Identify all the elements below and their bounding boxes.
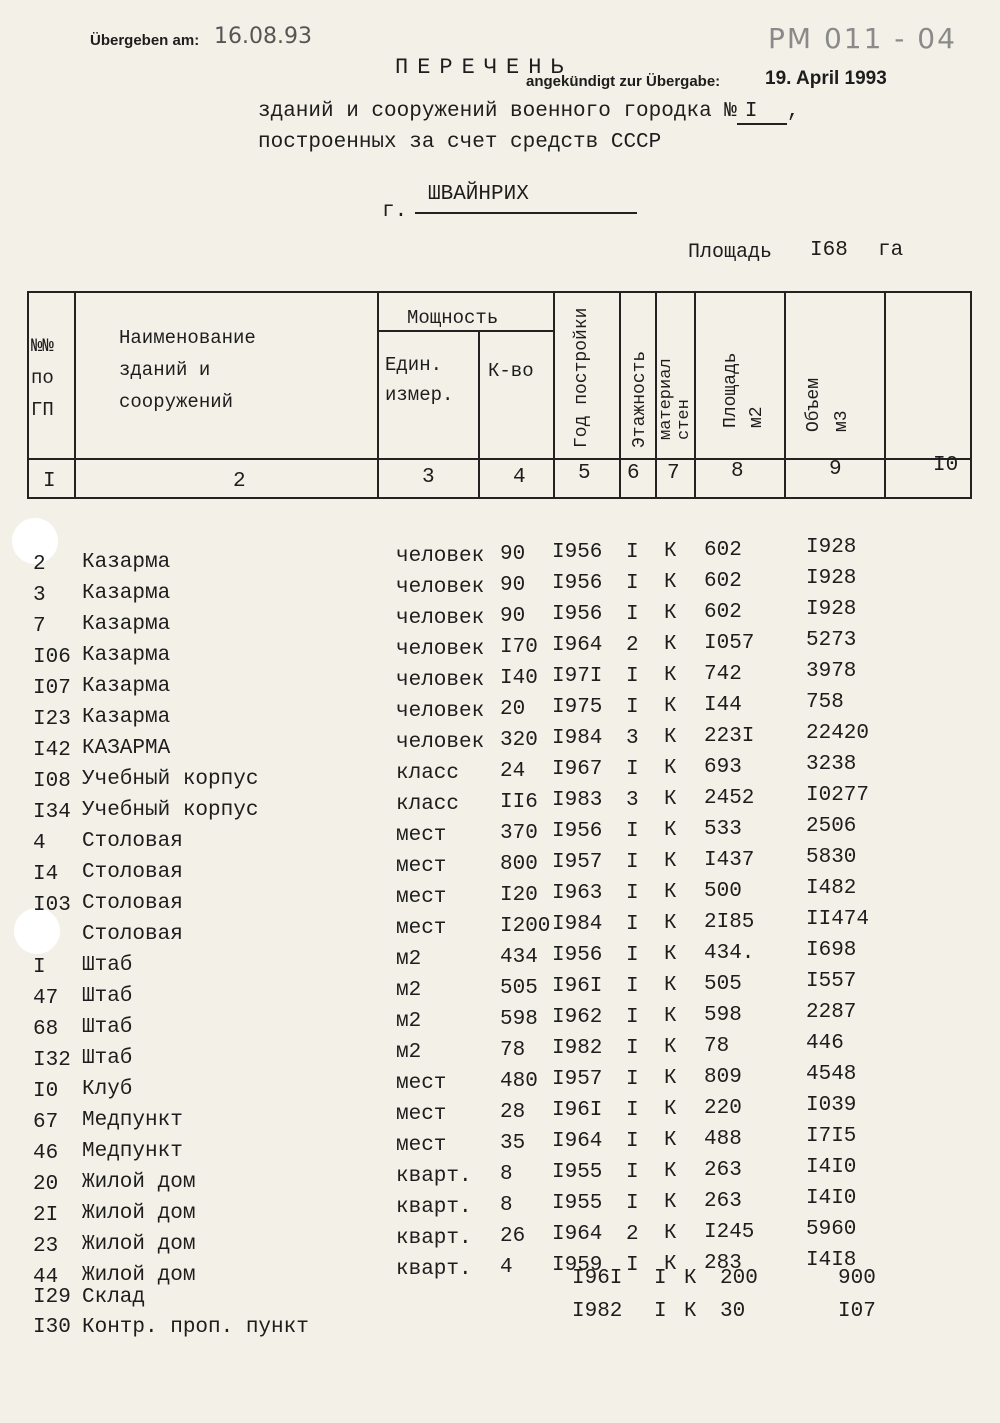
- row-year: I957: [552, 1068, 603, 1091]
- row-name: Штаб: [82, 1016, 133, 1039]
- row-area: 223I: [704, 725, 755, 748]
- row-area: 598: [704, 1004, 742, 1027]
- row-quantity: 598: [500, 1008, 538, 1031]
- row-material: К: [664, 1129, 677, 1152]
- row-floors: 2: [626, 634, 639, 657]
- unit-header: Един. измер.: [385, 354, 454, 406]
- archive-code: PM 011 - 04: [768, 22, 957, 55]
- row-area: 200: [720, 1267, 758, 1290]
- row-material: К: [664, 757, 677, 780]
- row-year: I982: [552, 1037, 603, 1060]
- year-header: Год постройки: [572, 307, 592, 448]
- row-area: 602: [704, 601, 742, 624]
- row-floors: 3: [626, 789, 639, 812]
- row-unit: мест: [396, 824, 447, 847]
- row-year: I975: [552, 696, 603, 719]
- material-header: материал стен: [657, 358, 694, 440]
- volume-header: Объем м3: [804, 377, 852, 432]
- column-number: 3: [422, 466, 435, 489]
- city-name: ШВАЙНРИХ: [428, 183, 529, 206]
- row-material: К: [664, 1253, 677, 1276]
- row-quantity: 26: [500, 1225, 526, 1248]
- city-underline: [415, 212, 637, 214]
- row-quantity: 35: [500, 1132, 526, 1155]
- row-year: I955: [552, 1161, 603, 1184]
- row-quantity: 28: [500, 1101, 526, 1124]
- row-material: К: [664, 1005, 677, 1028]
- row-area: 78: [704, 1035, 730, 1058]
- column-number: 5: [578, 462, 591, 485]
- row-area: 742: [704, 663, 742, 686]
- row-year: I956: [552, 944, 603, 967]
- row-area: 488: [704, 1128, 742, 1151]
- row-floors: I: [626, 1068, 639, 1091]
- row-volume: 2506: [806, 815, 857, 838]
- row-name: Казарма: [82, 706, 171, 729]
- row-quantity: 90: [500, 605, 526, 628]
- row-quantity: I70: [500, 636, 538, 659]
- row-number: I08: [33, 770, 71, 793]
- row-area: 602: [704, 539, 742, 562]
- row-unit: кварт.: [396, 1258, 472, 1281]
- row-material: К: [664, 881, 677, 904]
- row-name: Склад: [82, 1286, 146, 1309]
- row-number: I06: [33, 646, 71, 669]
- row-area: I437: [704, 849, 755, 872]
- row-volume: I039: [806, 1094, 857, 1117]
- row-volume: I482: [806, 877, 857, 900]
- row-year: I963: [552, 882, 603, 905]
- row-quantity: 24: [500, 760, 526, 783]
- row-name: Казарма: [82, 675, 171, 698]
- row-year: I964: [552, 1130, 603, 1153]
- column-number: I: [43, 470, 56, 493]
- row-volume: 4548: [806, 1063, 857, 1086]
- row-area: 2I85: [704, 911, 755, 934]
- row-volume: I698: [806, 939, 857, 962]
- city-prefix: г.: [382, 200, 408, 223]
- row-material: К: [664, 1160, 677, 1183]
- row-name: Казарма: [82, 551, 171, 574]
- row-material: К: [664, 912, 677, 935]
- area-label: Площадь: [688, 241, 773, 264]
- column-number: 9: [829, 458, 842, 481]
- row-year: I956: [552, 541, 603, 564]
- row-number: 4: [33, 832, 46, 855]
- row-quantity: 320: [500, 729, 538, 752]
- row-unit: мест: [396, 1072, 447, 1095]
- row-year: I96I: [552, 975, 603, 998]
- row-area: I44: [704, 694, 742, 717]
- row-quantity: 480: [500, 1070, 538, 1093]
- row-area: 263: [704, 1159, 742, 1182]
- row-floors: I: [654, 1267, 667, 1290]
- row-quantity: 20: [500, 698, 526, 721]
- row-name: Жилой дом: [82, 1171, 196, 1194]
- row-floors: I: [654, 1300, 667, 1323]
- row-year: I955: [552, 1192, 603, 1215]
- row-floors: I: [626, 851, 639, 874]
- row-material: К: [664, 943, 677, 966]
- row-volume: 5830: [806, 846, 857, 869]
- row-unit: мест: [396, 886, 447, 909]
- row-floors: I: [626, 1161, 639, 1184]
- row-name: Жилой дом: [82, 1202, 196, 1225]
- row-number: I30: [33, 1316, 71, 1339]
- row-year: I984: [552, 913, 603, 936]
- area-value: I68: [810, 239, 848, 262]
- row-unit: мест: [396, 1103, 447, 1126]
- row-year: I956: [552, 820, 603, 843]
- row-unit: человек: [396, 545, 485, 568]
- handed-over-label: Übergeben am:: [90, 32, 200, 49]
- column-number: I0: [933, 454, 959, 477]
- row-material: К: [664, 850, 677, 873]
- row-year: I96I: [552, 1099, 603, 1122]
- row-number: I34: [33, 801, 71, 824]
- row-volume: 3238: [806, 753, 857, 776]
- row-material: К: [664, 664, 677, 687]
- row-floors: I: [626, 572, 639, 595]
- row-quantity: 800: [500, 853, 538, 876]
- row-name: Казарма: [82, 644, 171, 667]
- row-material: К: [664, 571, 677, 594]
- row-year: I957: [552, 851, 603, 874]
- row-number: 2: [33, 553, 46, 576]
- row-area: 2452: [704, 787, 755, 810]
- row-volume: 900: [838, 1267, 876, 1290]
- row-unit: м2: [396, 1010, 422, 1033]
- row-name: Жилой дом: [82, 1264, 196, 1287]
- row-name: Учебный корпус: [82, 768, 259, 791]
- row-year: I984: [552, 727, 603, 750]
- title-line-2: построенных за счет средств СССР: [258, 131, 662, 154]
- row-volume: I7I5: [806, 1125, 857, 1148]
- row-quantity: 90: [500, 543, 526, 566]
- row-area: 693: [704, 756, 742, 779]
- quantity-header: К-во: [488, 360, 534, 382]
- row-name: Клуб: [82, 1078, 133, 1101]
- row-name: Казарма: [82, 613, 171, 636]
- row-material: К: [664, 974, 677, 997]
- row-floors: 2: [626, 1223, 639, 1246]
- row-name: Контр. проп. пункт: [82, 1316, 309, 1339]
- row-year: I956: [552, 603, 603, 626]
- row-area: 533: [704, 818, 742, 841]
- row-number: 2I: [33, 1204, 59, 1227]
- row-number: I: [33, 956, 46, 979]
- row-name: Столовая: [82, 861, 183, 884]
- row-material: К: [664, 1222, 677, 1245]
- row-volume: 446: [806, 1032, 844, 1055]
- row-material: К: [664, 695, 677, 718]
- row-year: I959: [552, 1254, 603, 1277]
- row-material: К: [664, 633, 677, 656]
- row-unit: класс: [396, 793, 460, 816]
- row-number: I42: [33, 739, 71, 762]
- row-number: I0: [33, 1080, 59, 1103]
- column-name-header: Наименование зданий и сооружений: [119, 327, 256, 413]
- row-quantity: 78: [500, 1039, 526, 1062]
- row-floors: I: [626, 1037, 639, 1060]
- row-quantity: 8: [500, 1194, 513, 1217]
- row-unit: м2: [396, 948, 422, 971]
- column-number-header: №№ по ГП: [31, 335, 54, 421]
- row-volume: I928: [806, 598, 857, 621]
- row-number: 3: [33, 584, 46, 607]
- row-area: 220: [704, 1097, 742, 1120]
- row-material: К: [664, 540, 677, 563]
- row-number: I32: [33, 1049, 71, 1072]
- row-name: Медпункт: [82, 1109, 183, 1132]
- row-floors: 3: [626, 727, 639, 750]
- row-number: 46: [33, 1142, 59, 1165]
- row-material: К: [664, 1067, 677, 1090]
- row-unit: человек: [396, 731, 485, 754]
- row-quantity: 90: [500, 574, 526, 597]
- row-area: 809: [704, 1066, 742, 1089]
- row-unit: человек: [396, 607, 485, 630]
- column-number: 4: [513, 466, 526, 489]
- row-volume: 3978: [806, 660, 857, 683]
- row-floors: I: [626, 882, 639, 905]
- row-floors: I: [626, 1192, 639, 1215]
- row-area: 30: [720, 1300, 746, 1323]
- row-name: Столовая: [82, 892, 183, 915]
- row-material: К: [664, 1036, 677, 1059]
- row-year: I964: [552, 1223, 603, 1246]
- row-volume: 5273: [806, 629, 857, 652]
- row-quantity: 505: [500, 977, 538, 1000]
- row-name: Штаб: [82, 985, 133, 1008]
- row-material: К: [684, 1300, 697, 1323]
- row-unit: кварт.: [396, 1196, 472, 1219]
- row-area: 434.: [704, 942, 755, 965]
- row-material: К: [664, 726, 677, 749]
- town-number: I: [737, 100, 787, 125]
- row-volume: 2287: [806, 1001, 857, 1024]
- row-quantity: II6: [500, 791, 538, 814]
- row-quantity: 434: [500, 946, 538, 969]
- row-year: I983: [552, 789, 603, 812]
- handed-over-date: 16.08.93: [214, 24, 312, 49]
- row-floors: I: [626, 1254, 639, 1277]
- row-name: Штаб: [82, 954, 133, 977]
- row-year: I956: [552, 572, 603, 595]
- row-unit: м2: [396, 1041, 422, 1064]
- row-number: 7: [33, 615, 46, 638]
- row-unit: м2: [396, 979, 422, 1002]
- title-line-1: [258, 100, 800, 125]
- area-header: Площадь м2: [721, 352, 767, 428]
- row-name: Штаб: [82, 1047, 133, 1070]
- column-number: 7: [667, 462, 680, 485]
- row-quantity: 8: [500, 1163, 513, 1186]
- row-year: I97I: [552, 665, 603, 688]
- row-volume: 5960: [806, 1218, 857, 1241]
- row-quantity: I40: [500, 667, 538, 690]
- row-unit: человек: [396, 638, 485, 661]
- row-name: Столовая: [82, 923, 183, 946]
- row-volume: I07: [838, 1300, 876, 1323]
- row-number: 20: [33, 1173, 59, 1196]
- row-volume: I4I0: [806, 1187, 857, 1210]
- row-area: 505: [704, 973, 742, 996]
- row-number: I07: [33, 677, 71, 700]
- row-floors: I: [626, 975, 639, 998]
- row-floors: I: [626, 1006, 639, 1029]
- row-name: Жилой дом: [82, 1233, 196, 1256]
- row-volume: I557: [806, 970, 857, 993]
- row-floors: I: [626, 913, 639, 936]
- row-unit: мест: [396, 855, 447, 878]
- row-number: 47: [33, 987, 59, 1010]
- row-volume: 758: [806, 691, 844, 714]
- row-number: I03: [33, 894, 71, 917]
- row-floors: I: [626, 1099, 639, 1122]
- row-volume: I928: [806, 567, 857, 590]
- row-number: I4: [33, 863, 59, 886]
- row-unit: класс: [396, 762, 460, 785]
- row-number: 67: [33, 1111, 59, 1134]
- row-floors: I: [626, 1130, 639, 1153]
- row-name: Столовая: [82, 830, 183, 853]
- row-unit: человек: [396, 669, 485, 692]
- row-floors: I: [626, 758, 639, 781]
- row-unit: мест: [396, 1134, 447, 1157]
- row-volume: 22420: [806, 722, 870, 745]
- document-title: ПЕРЕЧЕНЬ: [395, 55, 573, 80]
- row-area: 263: [704, 1190, 742, 1213]
- row-floors: I: [626, 603, 639, 626]
- floors-header: Этажность: [630, 350, 650, 448]
- area-unit: га: [878, 239, 904, 262]
- row-area: 283: [704, 1252, 742, 1275]
- row-quantity: 4: [500, 1256, 513, 1279]
- announced-label: angekündigt zur Übergabe:: [526, 73, 721, 90]
- row-volume: I928: [806, 536, 857, 559]
- announced-date: 19. April 1993: [765, 68, 887, 89]
- row-unit: кварт.: [396, 1227, 472, 1250]
- row-quantity: I200: [500, 915, 551, 938]
- row-number: 68: [33, 1018, 59, 1041]
- row-area: 500: [704, 880, 742, 903]
- column-number: 8: [731, 460, 744, 483]
- title-line-1-text: зданий и сооружений военного городка №: [258, 100, 737, 123]
- column-number: 2: [233, 470, 246, 493]
- row-year: I96I: [572, 1267, 623, 1290]
- title-line-1-comma: ,: [786, 100, 800, 123]
- row-unit: кварт.: [396, 1165, 472, 1188]
- row-quantity: I20: [500, 884, 538, 907]
- row-material: К: [664, 602, 677, 625]
- row-area: 602: [704, 570, 742, 593]
- row-number: 44: [33, 1266, 59, 1289]
- row-floors: I: [626, 820, 639, 843]
- row-number: I29: [33, 1286, 71, 1309]
- row-unit: человек: [396, 700, 485, 723]
- row-year: I962: [552, 1006, 603, 1029]
- row-volume: I4I8: [806, 1249, 857, 1272]
- row-name: Медпункт: [82, 1140, 183, 1163]
- row-material: К: [664, 819, 677, 842]
- row-material: К: [664, 1191, 677, 1214]
- row-name: Казарма: [82, 582, 171, 605]
- column-number: 6: [627, 462, 640, 485]
- row-unit: человек: [396, 576, 485, 599]
- row-area: I057: [704, 632, 755, 655]
- row-volume: I0277: [806, 784, 870, 807]
- row-material: К: [684, 1267, 697, 1290]
- row-quantity: 370: [500, 822, 538, 845]
- row-floors: I: [626, 696, 639, 719]
- row-name: Учебный корпус: [82, 799, 259, 822]
- row-number: I23: [33, 708, 71, 731]
- row-unit: мест: [396, 917, 447, 940]
- row-floors: I: [626, 541, 639, 564]
- row-year: I964: [552, 634, 603, 657]
- row-year: I982: [572, 1300, 623, 1323]
- row-year: I967: [552, 758, 603, 781]
- row-name: КАЗАРМА: [82, 737, 171, 760]
- row-volume: II474: [806, 908, 870, 931]
- row-number: 23: [33, 1235, 59, 1258]
- row-volume: I4I0: [806, 1156, 857, 1179]
- capacity-header: Мощность: [407, 307, 499, 329]
- row-material: К: [664, 1098, 677, 1121]
- row-material: К: [664, 788, 677, 811]
- row-area: I245: [704, 1221, 755, 1244]
- row-floors: I: [626, 665, 639, 688]
- row-floors: I: [626, 944, 639, 967]
